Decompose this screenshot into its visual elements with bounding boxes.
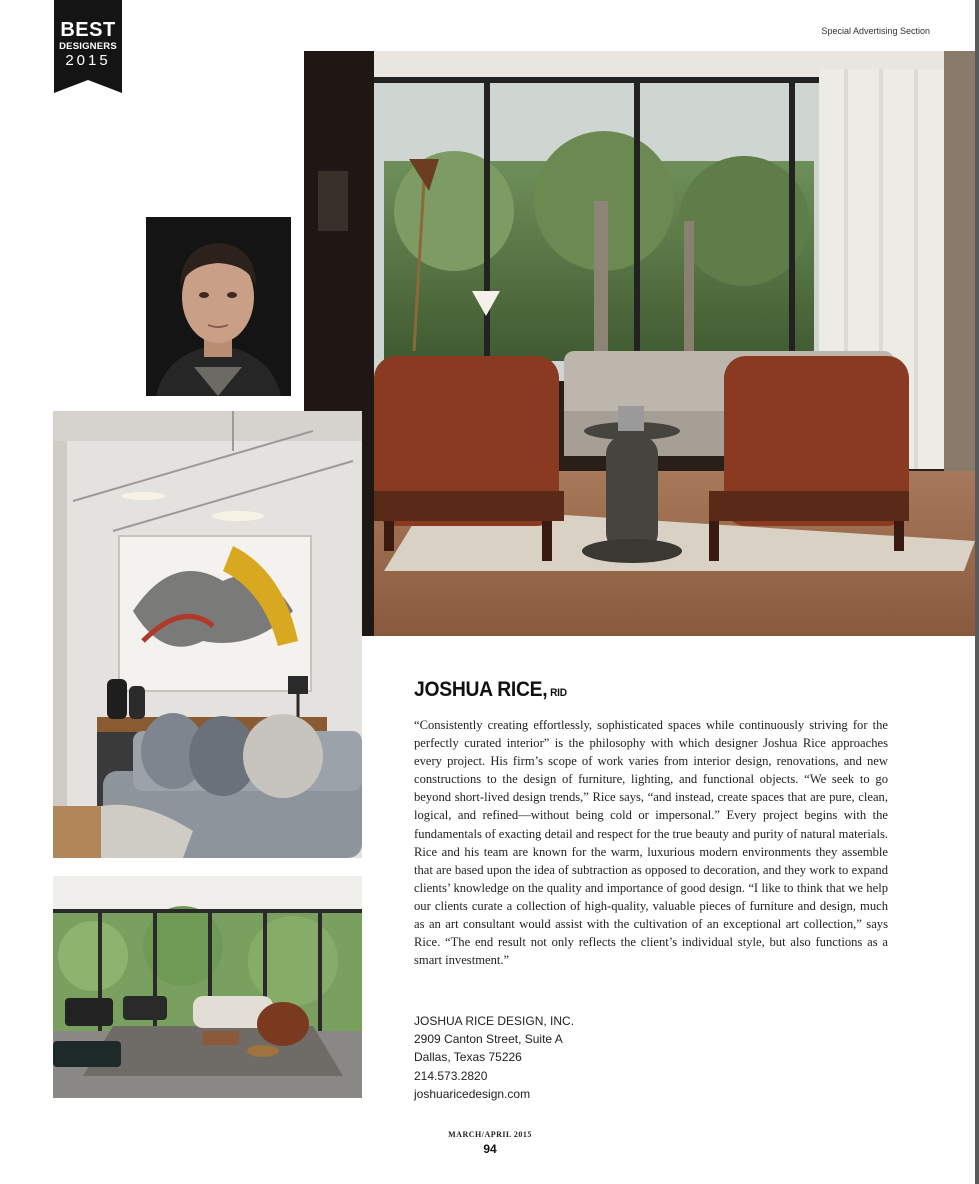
issue-date: MARCH/APRIL 2015: [448, 1130, 532, 1139]
page-edge-shadow: [975, 0, 979, 1184]
glass-house-photo: [53, 876, 362, 1098]
company-name: JOSHUA RICE DESIGN, INC.: [414, 1014, 575, 1028]
street-address: 2909 Canton Street, Suite A: [414, 1032, 563, 1047]
best-designers-badge: [54, 0, 122, 93]
designer-portrait-photo: [146, 217, 291, 396]
main-interior-photo: [304, 51, 975, 636]
badge-line-year: 2015: [65, 52, 111, 69]
designer-credential: RID: [550, 687, 567, 699]
badge-line-best: BEST: [60, 19, 116, 41]
badge-line-designers: DESIGNERS: [59, 41, 117, 52]
designer-bio: “Consistently creating effortlessly, sophisticated spaces while continuously striving for the perfectly curated interior” is the philosophy with which designer Joshua Rice approaches every project. His firm’s scope of work varies from interior design, renovations, and new constructions to the design of furniture, lighting, and functional objects. “We seek to go beyond short-lived design trends,” Rice says, “and instead, create spaces that are pure, clean, logical, and refined—without being cold or impersonal.” Every project begins with the fundamentals of exacting detail and respect for the true beauty and purity of natural materials. Rice and his team are known for the warm, luxurious modern environments they assemble that are based upon the idea of subtraction as opposed to decoration, and they work to expand clients’ knowledge on the quality and importance of good design. “I like to think that we help our clients curate a collection of high-quality, valuable pieces of furniture and design, much as an art consultant would assist with the cultivation of an exceptional art collection,” says Rice. “The end result not only reflects the client’s individual style, but also functions as a smart investment.”: [414, 718, 888, 968]
website-link[interactable]: joshuaricedesign.com: [414, 1086, 531, 1101]
contact-block: [414, 1012, 574, 1103]
page-number: 94: [483, 1142, 497, 1156]
designer-name-heading: [414, 678, 567, 702]
city-state-zip: Dallas, Texas 75226: [414, 1050, 522, 1065]
section-label: Special Advertising Section: [821, 26, 930, 36]
phone-number: 214.573.2820: [414, 1068, 488, 1083]
living-room-photo: [53, 411, 362, 858]
designer-name: JOSHUA RICE,: [414, 678, 548, 701]
